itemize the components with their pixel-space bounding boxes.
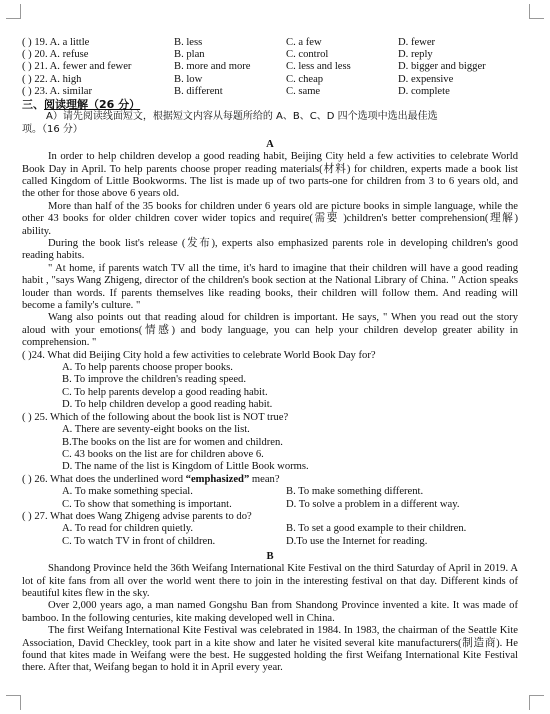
passage-paragraph: Shandong Province held the 36th Weifang International Kite Festival on the third Saturday of April in 2019. A lot of kite fans from all over the world went there to join in the interesting festival on that day. Different kinds of beautiful kites flew in the sky. [22,563,518,599]
mc-option-c: C. control [286,49,329,61]
answer-option: B. To set a good example to their children. [286,523,467,535]
mc-question-row [22,49,518,61]
page-corner-mark [6,695,21,710]
emphasized-word: “emphasized” [185,473,250,485]
passage-paragraph: " At home, if parents watch TV all the time, it's hard to imagine that their children will have a good reading habit , "says Wang Zhigeng, director of the children's book section at the National Library of China. " Action speaks louder than words. If parents themselves like reading books, their children will follow them. And reading will become a family's culture. " [22,262,518,312]
mc-option-a: ( ) 21. A. fewer and fewer [22,61,132,73]
page-corner-mark [529,4,544,19]
passage-paragraph: Over 2,000 years ago, a man named Gongshu Ban from Shandong Province invented a kite. It was made of bamboo. In the following centuries, kite making developed well in China. [22,600,518,624]
mc-option-b: B. plan [174,49,205,61]
mc-question-row [22,74,518,86]
question-stem [22,474,518,486]
mc-question-row [22,37,518,49]
section-heading [22,99,518,111]
page-corner-mark [6,4,21,19]
answer-option: B. To improve the children's reading speed. [62,374,246,386]
answer-option-row [22,523,518,535]
section-number: 三、 [22,97,44,111]
answer-option: C. To help parents develop a good reading habit. [62,386,268,398]
mc-option-d: D. bigger and bigger [398,61,486,73]
mc-option-d: D. reply [398,49,433,61]
mc-option-b: B. different [174,85,223,97]
answer-option-row [22,536,518,548]
answer-option: A. To make something special. [62,486,193,498]
question-27 [22,511,518,548]
mc-option-d: D. fewer [398,37,436,48]
mc-option-a: ( ) 23. A. similar [22,85,93,97]
question-26 [22,474,518,511]
question-stem-text: ( ) 26. What does the underlined word [22,473,186,485]
answer-option: D. To help children develop a good reading habit. [62,399,273,411]
mc-option-c: C. a few [286,37,322,48]
passage-a-label: A [266,139,274,151]
mc-option-a: ( ) 22. A. high [22,73,82,85]
answer-option: D. To solve a problem in a different way. [286,498,460,510]
answer-option: A. There are seventy-eight books on the list. [62,424,250,436]
mc-option-c: C. cheap [286,73,324,85]
answer-option: D. The name of the list is Kingdom of Little Book worms. [62,461,309,473]
exam-page [22,37,518,675]
section-title: 阅读理解（26 分） [44,97,141,111]
mc-question-row [22,86,518,98]
answer-option: C. 43 books on the list are for children above 6. [62,448,264,460]
passage-paragraph: The first Weifang International Kite Festival was celebrated in 1984. In 1983, the chairman of the Seattle Kite Association, David Checkley, took part in a kite show and later he visited several kite manufacturers(制造商). He found that kites made in Weifang were the best. He suggested holding the first Weifang International Kite Festival there. After that, Weifang began to hold it in April every year. [22,625,518,674]
mc-option-b: B. more and more [174,61,251,73]
passage-paragraph: During the book list's release (发布), experts also emphasized parents role in developing children's good reading habits. [22,238,518,262]
answer-option: D.To use the Internet for reading. [286,535,428,547]
question-stem-text: mean? [249,473,280,485]
question-stem: ( ) 25. Which of the following about the book list is NOT true? [22,411,289,423]
answer-option: C. To show that something is important. [62,498,232,510]
mc-option-d: D. complete [398,85,450,97]
mc-question-row [22,61,518,73]
mc-option-d: D. expensive [398,73,454,85]
answer-option: B.The books on the list are for women and children. [62,436,283,448]
page-corner-mark [529,695,544,710]
mc-option-c: C. same [286,85,321,97]
passage-paragraph: Wang also points out that reading aloud for children is important. He says, " When you read out the story aloud with your emotions(情感) and body language, you can help your children develop greater ability in comprehension. " [22,312,518,349]
mc-option-b: B. low [174,73,203,85]
mc-option-c: C. less and less [286,61,351,73]
answer-option-row [22,486,518,498]
answer-option: C. To watch TV in front of children. [62,535,216,547]
section-instruction: A）请先阅读线面短文，根据短文内容从每题所给的 A、B、C、D 四个选项中选出最佳选 [46,111,438,123]
section-instruction-cont: 项。（16 分） [22,123,83,135]
mc-option-a: ( ) 20. A. refuse [22,49,89,61]
multiple-choice-block [22,37,518,98]
mc-option-b: B. less [174,37,203,48]
mc-option-a: ( ) 19. A. a little [22,37,90,48]
question-stem: ( )24. What did Beijing City hold a few activities to celebrate World Book Day for? [22,349,376,361]
passage-paragraph: More than half of the 35 books for children under 6 years old are picture books in simple language, while the other 43 books for older children cover wider topics and require(需要 )children's better comprehension(理解) ability. [22,200,518,237]
passage-b-label: B [266,551,274,563]
passage-paragraph: In order to help children develop a good reading habit, Beijing City held a few activities to celebrate World Book Day in April. To help parents choose proper reading materials(材料) for children, experts made a book list called Kingdom of Little Bookworms. The list is made up of two parts-one for children from 3 to 6 years old, and the other for those above 6 years old. [22,151,518,200]
question-24 [22,350,518,412]
question-25 [22,412,518,474]
answer-option: A. To help parents choose proper books. [62,362,233,374]
question-stem: ( ) 27. What does Wang Zhigeng advise parents to do? [22,510,252,522]
answer-option-row [22,499,518,511]
answer-option: B. To make something different. [286,486,424,498]
answer-option: A. To read for children quietly. [62,523,194,535]
